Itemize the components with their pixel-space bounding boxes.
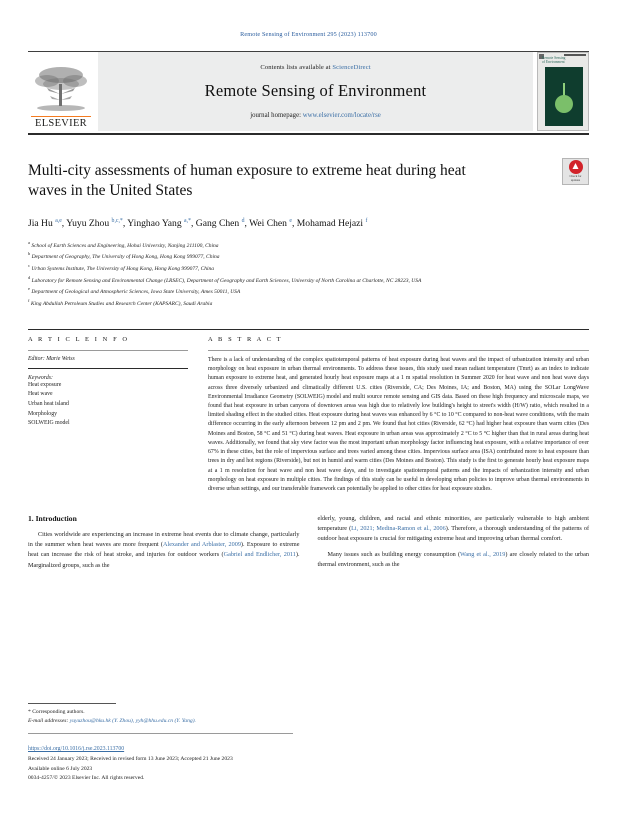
cover-inner — [541, 56, 585, 127]
citation-link[interactable]: Wang et al., 2019 — [460, 550, 506, 558]
elsevier-wordmark: ELSEVIER — [31, 116, 91, 129]
title-block — [28, 161, 589, 309]
homepage-line — [250, 112, 381, 119]
journal-band — [98, 52, 533, 131]
affiliation-marker: e — [28, 286, 30, 292]
article-info-heading: A R T I C L E I N F O — [28, 335, 130, 343]
keyword-item: Morphology — [28, 410, 57, 417]
cover-title-line1: Remote Sensing — [542, 56, 566, 60]
corresponding-author-note: * Corresponding authors. — [28, 709, 85, 716]
body-columns — [28, 514, 589, 575]
abstract-heading: A B S T R A C T — [208, 335, 283, 343]
cover-image — [545, 67, 583, 126]
article-info-column — [28, 336, 200, 494]
affiliation-marker: b — [28, 251, 31, 257]
masthead-bottom-rule — [28, 133, 589, 135]
running-head: Remote Sensing of Environment 295 (2023) 113700 — [240, 31, 377, 38]
journal-homepage-link[interactable]: www.elsevier.com/locate/rse — [302, 112, 381, 119]
crossmark-badge[interactable] — [562, 158, 589, 185]
footnote-block — [28, 703, 293, 783]
sciencedirect-link[interactable]: ScienceDirect — [332, 64, 371, 71]
affiliation-marker: c — [28, 262, 30, 268]
journal-title: Remote Sensing of Environment — [204, 81, 427, 100]
intro-paragraph-right-2: Many issues such as building energy consumption (Wang et al., 2019) are closely related to the urban thermal environment, such as the — [317, 550, 589, 568]
affiliation-marker: a — [28, 239, 30, 245]
editor-line: Editor: Marie Weiss — [28, 355, 75, 362]
journal-cover-thumbnail — [537, 52, 589, 131]
affiliation-item: $^c$ Urban Systems Institute, The University of Hong Kong, Hong Kong 999077, China — [28, 262, 215, 272]
info-rule-mid — [28, 368, 188, 369]
affiliation-list — [28, 239, 589, 309]
email-label: E-mail addresses: — [28, 718, 70, 725]
citation-link[interactable]: Gabriel and Endlicher, 2011 — [223, 551, 296, 559]
affiliation-item: $^b$ Department of Geography, The University of Hong Kong, Hong Kong 999077, China — [28, 251, 220, 261]
affiliation-marker: f — [28, 298, 30, 304]
homepage-prefix: journal homepage: — [250, 112, 303, 119]
keywords-heading: Keywords: — [28, 374, 53, 381]
info-abstract-section — [28, 329, 589, 494]
info-rule-top — [28, 350, 188, 351]
citation-link[interactable]: Alexander and Arblaster, 2009 — [163, 541, 241, 549]
abstract-rule — [208, 350, 589, 351]
page-title: Multi-city assessments of human exposure to extreme heat during heat waves in the United States — [28, 162, 466, 200]
footnote-rule — [28, 703, 116, 704]
cover-sphere-shape — [555, 95, 573, 113]
affiliation-marker: d — [28, 274, 31, 280]
section-title-introduction: 1. Introduction — [28, 514, 77, 524]
crossmark-label-line2: updates — [570, 178, 581, 183]
abstract-text: There is a lack of understanding of the complex spatiotemporal patterns of heat exposure during heat waves and the impact of urbanization intensity and urban morphology on heat exposure in urban thermal environments. To address these issues, this study used mean radiant temperature (Tmrt) as an index to indicate human exposure to extreme heat, and generated hourly heat exposure maps at a 1 m spatial resolution in Summer 2020 for heat wave and non heat wave days across three diversely urbanized and climatically different U.S. cities (Riverside, CA; Des Moines, IA; and Boston, MA) using the SOLar LongWave Environmental Irradiance Geometry (SOLWEIG) model and multi source remote sensing and GIS data. Based on these high frequency and microscale maps, we found that heat exposure in urban canyons of downtown areas was high due to relatively low building's height to street's width (H/W) ratio, which resulted in a limited shading effect in the studied cities. Heat exposure during heat waves was enhanced by 6 °C to 10 °C compared to non-heat wave conditions, with the main difference occurring in the early afternoon between 12 pm and 2 pm. We found that hot cities (Riverside, 62 °C) had higher heat exposure than warm cities (Des Moines and Boston, 58 °C and 51 °C) during heat waves. Heat exposure in urban areas was approximately 2 °C to 5 °C higher than that in rural areas during heat waves. Additionally, we found that sky view factor was the most important urban morphology factor influencing heat exposure, with a relative importance of over 67% in these cities, but the role of impervious surface and trees varied among these cities. Impervious surface area (ISA) contributed more to heat exposure than trees in dry and hot regions (Riverside), but not in humid and warm cities (Des Moines and Boston). This study is the first to generate hourly heat exposure maps at a 1 m resolution for heat wave and non heat wave days, and to investigate spatiotemporal patterns and the impacts of urbanization intensity and urban morphology on heat exposure in multiple cities. The findings of this study can be useful in developing urban policies to improve urban thermal environments in diverse urban settings, and our transferable framework can potentially be applied to other cities for heat exposure studies. — [208, 356, 589, 492]
journal-masthead — [28, 51, 589, 131]
affiliation-item: $^d$ Laboratory for Remote Sensing and Environmental Change (LRSEC), Department of Geography and Earth Sciences, University of North Carolina at Charlotte, NC 28223, USA — [28, 274, 422, 284]
crossmark-label-line1: Check for — [569, 174, 582, 178]
doi-link[interactable]: https://doi.org/10.1016/j.rse.2023.113700 — [28, 746, 125, 753]
contents-line — [260, 64, 370, 71]
email-addresses[interactable]: yuyuzhou@hku.hk (Y. Zhou), yyh@hhu.edu.cn (Y. Yang). — [69, 718, 196, 725]
body-column-right — [318, 514, 590, 575]
keywords-list — [28, 381, 188, 429]
intro-paragraph-right-1: elderly, young, children, and racial and ethnic minorities, are particularly vulnerable to high ambient temperature (Li, 2021; Medina-Ramon et al., 2006). Therefore, a thorough understanding of the patterns of outdoor heat exposure is crucial for mitigating extreme heat and improving urban thermal comfort. — [317, 515, 590, 543]
available-online: Available online 6 July 2023 — [28, 765, 93, 772]
intro-paragraph-left: Cities worldwide are experiencing an increase in extreme heat events due to climate change, particularly in the summer when heat waves are more frequent (Alexander and Arblaster, 2009). Exposure to extreme heat can increase the risk of heat stroke, and injuries for outdoor workers (Gabriel and Endlicher, 2011). Marginalized groups, such as the — [28, 531, 300, 569]
keyword-item: Heat exposure — [28, 381, 62, 388]
cover-title-line2: of Environment — [542, 60, 565, 65]
keyword-item: SOLWEIG model — [28, 420, 70, 427]
email-line — [28, 717, 293, 726]
crossmark-icon — [569, 160, 583, 174]
affiliation-item: $^a$ School of Earth Sciences and Engineering, Hohai University, Nanjing 211100, China — [28, 239, 219, 249]
keyword-item: Urban heat island — [28, 401, 69, 408]
copyright-line: 0034-4257/© 2023 Elsevier Inc. All rights reserved. — [28, 774, 145, 781]
author-list: Jia Hu $^{a,e}$, Yuyu Zhou $^{b,c,*}$, Yinghao Yang $^{a,*}$, Gang Chen $^d$, Wei Chen $^e$, Mohamad Hejazi $^f$ — [28, 217, 368, 230]
citation-link[interactable]: Li, 2021; Medina-Ramon et al., 2006 — [351, 525, 446, 533]
elsevier-tree-icon — [33, 64, 89, 116]
affiliation-item: $^f$ King Abdullah Petroleum Studies and Research Center (KAPSARC), Saudi Arabia — [28, 298, 213, 308]
keyword-item: Heat wave — [28, 391, 53, 398]
contents-prefix: Contents lists available at — [260, 64, 333, 71]
abstract-column — [200, 336, 589, 494]
elsevier-logo — [28, 52, 94, 131]
doi-rule — [28, 733, 293, 734]
affiliation-item: $^e$ Department of Geological and Atmospheric Sciences, Iowa State University, Ames 50011, USA — [28, 286, 241, 296]
body-column-left — [28, 514, 300, 575]
received-history: Received 24 January 2023; Received in revised form 13 June 2023; Accepted 21 June 2023 — [28, 756, 233, 763]
